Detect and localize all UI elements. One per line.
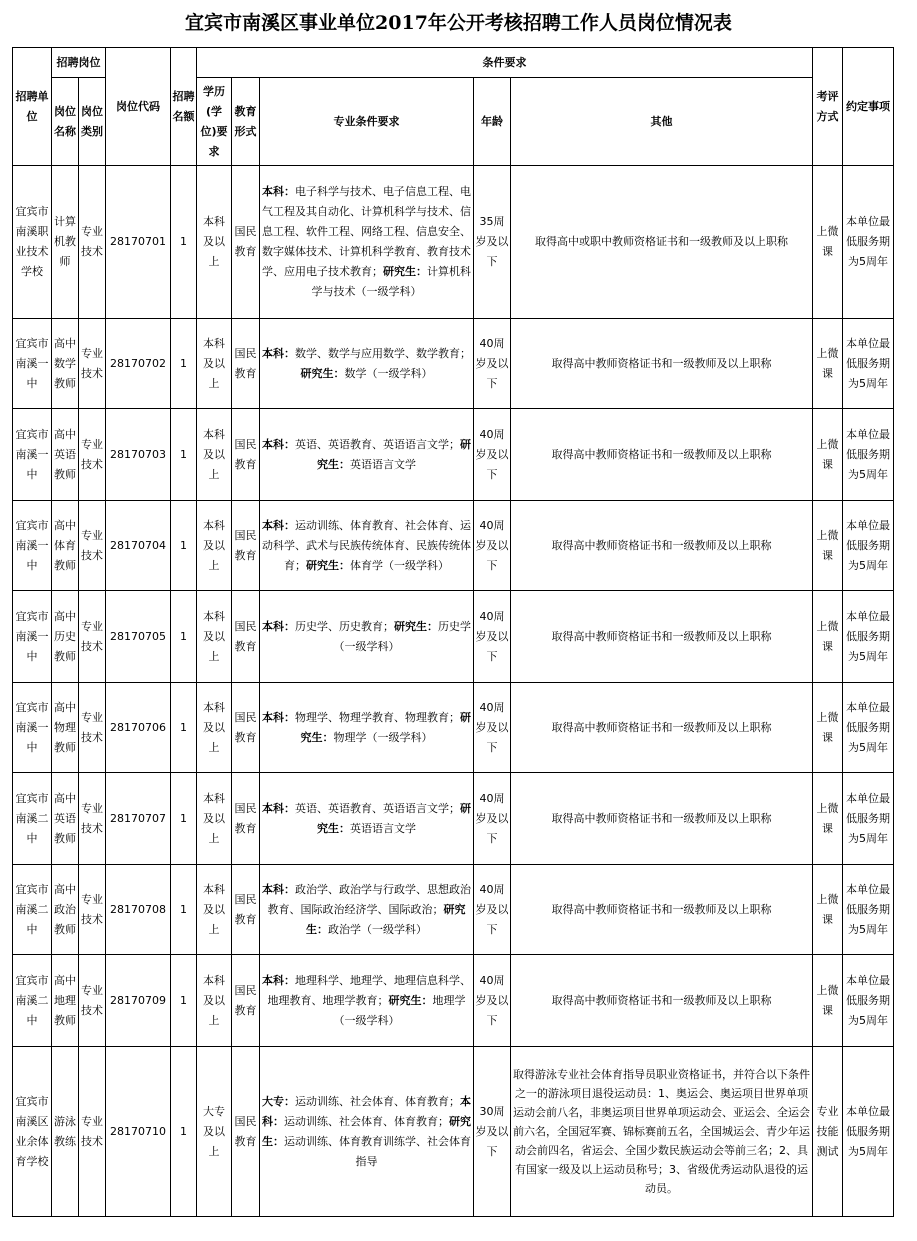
- cell-major: [260, 166, 474, 319]
- cell-education: 本科及以上: [197, 166, 232, 319]
- cell-unit: 宜宾市南溪职业技术学校: [13, 166, 52, 319]
- major-text-undergrad: 物理学、物理学教育、物理教育；: [295, 710, 460, 724]
- cell-major: [260, 1047, 474, 1217]
- cell-post-type: 专业技术: [79, 409, 106, 501]
- header-age: 年龄: [474, 78, 511, 166]
- major-label-grad: 研究生：: [317, 437, 471, 471]
- cell-post-code: 28170704: [106, 501, 171, 591]
- cell-unit: 宜宾市南溪一中: [13, 591, 52, 683]
- cell-other: 取得高中教师资格证书和一级教师及以上职称: [511, 409, 813, 501]
- major-label-undergrad: 本科：: [262, 185, 295, 198]
- header-education: 学历(学位)要求: [197, 78, 232, 166]
- table-row: [13, 865, 894, 955]
- major-text-grad: 体育学（一级学科）: [350, 558, 449, 572]
- major-label-undergrad: 本科：: [262, 710, 295, 724]
- cell-other: 取得高中教师资格证书和一级教师及以上职称: [511, 773, 813, 865]
- recruitment-table: [12, 47, 894, 1217]
- cell-post-type: 专业技术: [79, 319, 106, 409]
- major-text-undergrad: 运动训练、社会体育、体育教育；: [284, 1114, 449, 1128]
- major-label-undergrad: 本科：: [262, 619, 295, 633]
- cell-agreement: 本单位最低服务期为5周年: [843, 865, 894, 955]
- major-text-undergrad: 数学、数学与应用数学、数学教育；: [295, 346, 471, 360]
- cell-edu-form: 国民教育: [232, 501, 260, 591]
- cell-other: 取得高中或职中教师资格证书和一级教师及以上职称: [511, 166, 813, 319]
- table-body: [13, 166, 894, 1217]
- cell-post-type: 专业技术: [79, 865, 106, 955]
- major-text-grad: 物理学（一级学科）: [333, 730, 433, 744]
- page-title: 宜宾市南溪区事业单位2017年公开考核招聘工作人员岗位情况表: [185, 12, 732, 34]
- cell-post-code: 28170706: [106, 683, 171, 773]
- table-row: [13, 409, 894, 501]
- cell-age: 40周岁及以下: [474, 865, 511, 955]
- major-text-undergrad: 英语、英语教育、英语语言文学；: [295, 437, 460, 451]
- cell-exam: 上微课: [813, 409, 843, 501]
- cell-other: 取得高中教师资格证书和一级教师及以上职称: [511, 319, 813, 409]
- cell-major: [260, 955, 474, 1047]
- major-label-grad: 研究生：: [383, 265, 427, 278]
- cell-exam: 上微课: [813, 319, 843, 409]
- cell-exam: 上微课: [813, 683, 843, 773]
- cell-unit: 宜宾市南溪二中: [13, 773, 52, 865]
- header-edu-form: 教育形式: [232, 78, 260, 166]
- cell-exam: 上微课: [813, 773, 843, 865]
- cell-unit: 宜宾市南溪一中: [13, 319, 52, 409]
- major-label-grad: 研究生：: [388, 993, 433, 1007]
- major-label-undergrad: 本科：: [262, 973, 295, 987]
- cell-post-name: 高中地理教师: [52, 955, 79, 1047]
- cell-major: [260, 591, 474, 683]
- cell-post-code: 28170701: [106, 166, 171, 319]
- cell-age: 35周岁及以下: [474, 166, 511, 319]
- major-label-grad: 研究生：: [300, 710, 471, 744]
- cell-post-code: 28170702: [106, 319, 171, 409]
- cell-education: 大专及以上: [197, 1047, 232, 1217]
- major-text-grad: 英语语言文学: [350, 821, 416, 835]
- cell-post-code: 28170710: [106, 1047, 171, 1217]
- major-text-undergrad: 历史学、历史教育；: [295, 619, 394, 633]
- table-row: [13, 319, 894, 409]
- major-text-undergrad: 政治学、政治学与行政学、思想政治教育、国际政治经济学、国际政治；: [267, 882, 471, 916]
- header-post-code: 岗位代码: [106, 48, 171, 166]
- cell-quota: 1: [171, 591, 197, 683]
- cell-unit: 宜宾市南溪一中: [13, 501, 52, 591]
- header-major: 专业条件要求: [260, 78, 474, 166]
- cell-post-code: 28170708: [106, 865, 171, 955]
- cell-education: 本科及以上: [197, 955, 232, 1047]
- cell-post-code: 28170709: [106, 955, 171, 1047]
- cell-post-type: 专业技术: [79, 955, 106, 1047]
- cell-quota: 1: [171, 773, 197, 865]
- cell-edu-form: 国民教育: [232, 773, 260, 865]
- cell-age: 40周岁及以下: [474, 591, 511, 683]
- cell-post-type: 专业技术: [79, 683, 106, 773]
- cell-post-type: 专业技术: [79, 1047, 106, 1217]
- cell-age: 40周岁及以下: [474, 319, 511, 409]
- cell-age: 40周岁及以下: [474, 683, 511, 773]
- cell-post-code: 28170705: [106, 591, 171, 683]
- cell-post-name: 高中数学教师: [52, 319, 79, 409]
- cell-other: 取得高中教师资格证书和一级教师及以上职称: [511, 683, 813, 773]
- cell-age: 40周岁及以下: [474, 955, 511, 1047]
- cell-agreement: 本单位最低服务期为5周年: [843, 955, 894, 1047]
- major-label-grad: 研究生：: [262, 1114, 471, 1148]
- cell-post-name: 高中政治教师: [52, 865, 79, 955]
- cell-unit: 宜宾市南溪区业余体育学校: [13, 1047, 52, 1217]
- table-row: [13, 501, 894, 591]
- cell-major: [260, 501, 474, 591]
- cell-exam: 上微课: [813, 591, 843, 683]
- major-text-grad: 政治学（一级学科）: [328, 922, 427, 936]
- cell-education: 本科及以上: [197, 409, 232, 501]
- major-text-undergrad: 英语、英语教育、英语语言文学；: [295, 801, 460, 815]
- cell-agreement: 本单位最低服务期为5周年: [843, 773, 894, 865]
- cell-major: [260, 319, 474, 409]
- cell-post-code: 28170703: [106, 409, 171, 501]
- major-label-grad: 研究生：: [306, 902, 466, 936]
- header-quota: 招聘名额: [171, 48, 197, 166]
- cell-post-name: 高中英语教师: [52, 409, 79, 501]
- cell-post-type: 专业技术: [79, 501, 106, 591]
- cell-post-name: 高中历史教师: [52, 591, 79, 683]
- cell-edu-form: 国民教育: [232, 319, 260, 409]
- table-row: [13, 955, 894, 1047]
- cell-unit: 宜宾市南溪一中: [13, 683, 52, 773]
- cell-quota: 1: [171, 166, 197, 319]
- cell-post-name: 计算机教师: [52, 166, 79, 319]
- table-row: [13, 166, 894, 319]
- cell-exam: 上微课: [813, 865, 843, 955]
- cell-agreement: 本单位最低服务期为5周年: [843, 409, 894, 501]
- cell-edu-form: 国民教育: [232, 865, 260, 955]
- cell-exam: 上微课: [813, 955, 843, 1047]
- cell-quota: 1: [171, 683, 197, 773]
- cell-edu-form: 国民教育: [232, 591, 260, 683]
- major-text-junior-college: 运动训练、社会体育、体育教育；: [295, 1094, 460, 1108]
- cell-education: 本科及以上: [197, 501, 232, 591]
- cell-edu-form: 国民教育: [232, 409, 260, 501]
- cell-agreement: 本单位最低服务期为5周年: [843, 591, 894, 683]
- cell-post-type: 专业技术: [79, 773, 106, 865]
- cell-major: [260, 865, 474, 955]
- cell-edu-form: 国民教育: [232, 1047, 260, 1217]
- cell-quota: 1: [171, 409, 197, 501]
- cell-age: 40周岁及以下: [474, 409, 511, 501]
- major-text-undergrad: 地理科学、地理学、地理信息科学、地理教育、地理学教育；: [267, 973, 471, 1007]
- major-label-grad: 研究生：: [394, 619, 438, 633]
- cell-edu-form: 国民教育: [232, 166, 260, 319]
- cell-agreement: 本单位最低服务期为5周年: [843, 501, 894, 591]
- major-text-grad: 英语语言文学: [350, 457, 416, 471]
- cell-edu-form: 国民教育: [232, 955, 260, 1047]
- cell-other: 取得高中教师资格证书和一级教师及以上职称: [511, 591, 813, 683]
- cell-agreement: 本单位最低服务期为5周年: [843, 683, 894, 773]
- cell-post-code: 28170707: [106, 773, 171, 865]
- cell-quota: 1: [171, 501, 197, 591]
- cell-unit: 宜宾市南溪一中: [13, 409, 52, 501]
- cell-unit: 宜宾市南溪二中: [13, 955, 52, 1047]
- cell-exam: 专业技能测试: [813, 1047, 843, 1217]
- cell-exam: 上微课: [813, 501, 843, 591]
- major-text-grad: 运动训练、体育教育训练学、社会体育指导: [284, 1134, 471, 1168]
- cell-quota: 1: [171, 319, 197, 409]
- major-label-grad: 研究生：: [300, 366, 345, 380]
- cell-education: 本科及以上: [197, 683, 232, 773]
- cell-major: [260, 773, 474, 865]
- major-label-grad: 研究生：: [317, 801, 471, 835]
- major-text-undergrad: 运动训练、体育教育、社会体育、运动科学、武术与民族传统体育、民族传统体育；: [262, 518, 471, 572]
- header-post-type: 岗位类别: [79, 78, 106, 166]
- cell-other: 取得游泳专业社会体育指导员职业资格证书，并符合以下条件之一的游泳项目退役运动员：1、奥运会、奥运项目世界单项运动会前八名，非奥运项目世界单项运动会、亚运会、全运会前六名，全国冠军赛、锦标赛前五名，全国城运会、青少年运动会前四名，省运会、全国少数民族运动会等前三名；2、具有国家一级及以上运动员称号；3、省级优秀运动队退役的运动员。: [511, 1047, 813, 1217]
- cell-age: 40周岁及以下: [474, 773, 511, 865]
- cell-agreement: 本单位最低服务期为5周年: [843, 166, 894, 319]
- table-row: [13, 591, 894, 683]
- cell-major: [260, 409, 474, 501]
- header-post-group: 招聘岗位: [52, 48, 106, 78]
- cell-age: 30周岁及以下: [474, 1047, 511, 1217]
- cell-post-type: 专业技术: [79, 166, 106, 319]
- major-label-junior-college: 大专：: [262, 1094, 295, 1108]
- major-label-grad: 研究生：: [306, 558, 350, 572]
- major-label-undergrad: 本科：: [262, 518, 295, 532]
- cell-edu-form: 国民教育: [232, 683, 260, 773]
- cell-post-name: 高中体育教师: [52, 501, 79, 591]
- cell-quota: 1: [171, 865, 197, 955]
- table-row: [13, 773, 894, 865]
- cell-education: 本科及以上: [197, 865, 232, 955]
- header-other: 其他: [511, 78, 813, 166]
- cell-other: 取得高中教师资格证书和一级教师及以上职称: [511, 865, 813, 955]
- cell-unit: 宜宾市南溪二中: [13, 865, 52, 955]
- table-header: [13, 48, 894, 166]
- cell-post-name: 游泳教练: [52, 1047, 79, 1217]
- major-text-grad: 计算机科学与技术（一级学科）: [311, 265, 471, 298]
- major-label-undergrad: 本科：: [262, 882, 295, 896]
- cell-exam: 上微课: [813, 166, 843, 319]
- cell-post-name: 高中英语教师: [52, 773, 79, 865]
- major-label-undergrad: 本科：: [262, 801, 295, 815]
- cell-quota: 1: [171, 955, 197, 1047]
- cell-agreement: 本单位最低服务期为5周年: [843, 1047, 894, 1217]
- header-agreement: 约定事项: [843, 48, 894, 166]
- cell-education: 本科及以上: [197, 319, 232, 409]
- major-label-undergrad: 本科：: [262, 346, 295, 360]
- major-text-undergrad: 电子科学与技术、电子信息工程、电气工程及其自动化、计算机科学与技术、信息工程、软件工程、网络工程、信息安全、数字媒体技术、计算机科学教育、教育技术学、应用电子技术教育；: [262, 185, 471, 278]
- major-label-undergrad: 本科：: [262, 437, 295, 451]
- major-label-undergrad: 本科：: [262, 1094, 471, 1128]
- major-text-grad: 数学（一级学科）: [344, 366, 433, 380]
- table-row: [13, 1047, 894, 1217]
- cell-education: 本科及以上: [197, 773, 232, 865]
- major-text-grad: 地理学（一级学科）: [333, 993, 466, 1027]
- cell-post-type: 专业技术: [79, 591, 106, 683]
- cell-other: 取得高中教师资格证书和一级教师及以上职称: [511, 955, 813, 1047]
- header-unit: 招聘单位: [13, 48, 52, 166]
- table-row: [13, 683, 894, 773]
- header-conditions: 条件要求: [197, 48, 813, 78]
- cell-age: 40周岁及以下: [474, 501, 511, 591]
- header-post-name: 岗位名称: [52, 78, 79, 166]
- cell-education: 本科及以上: [197, 591, 232, 683]
- header-exam: 考评方式: [813, 48, 843, 166]
- major-text-grad: 历史学（一级学科）: [333, 619, 471, 653]
- cell-major: [260, 683, 474, 773]
- cell-other: 取得高中教师资格证书和一级教师及以上职称: [511, 501, 813, 591]
- cell-post-name: 高中物理教师: [52, 683, 79, 773]
- cell-agreement: 本单位最低服务期为5周年: [843, 319, 894, 409]
- cell-quota: 1: [171, 1047, 197, 1217]
